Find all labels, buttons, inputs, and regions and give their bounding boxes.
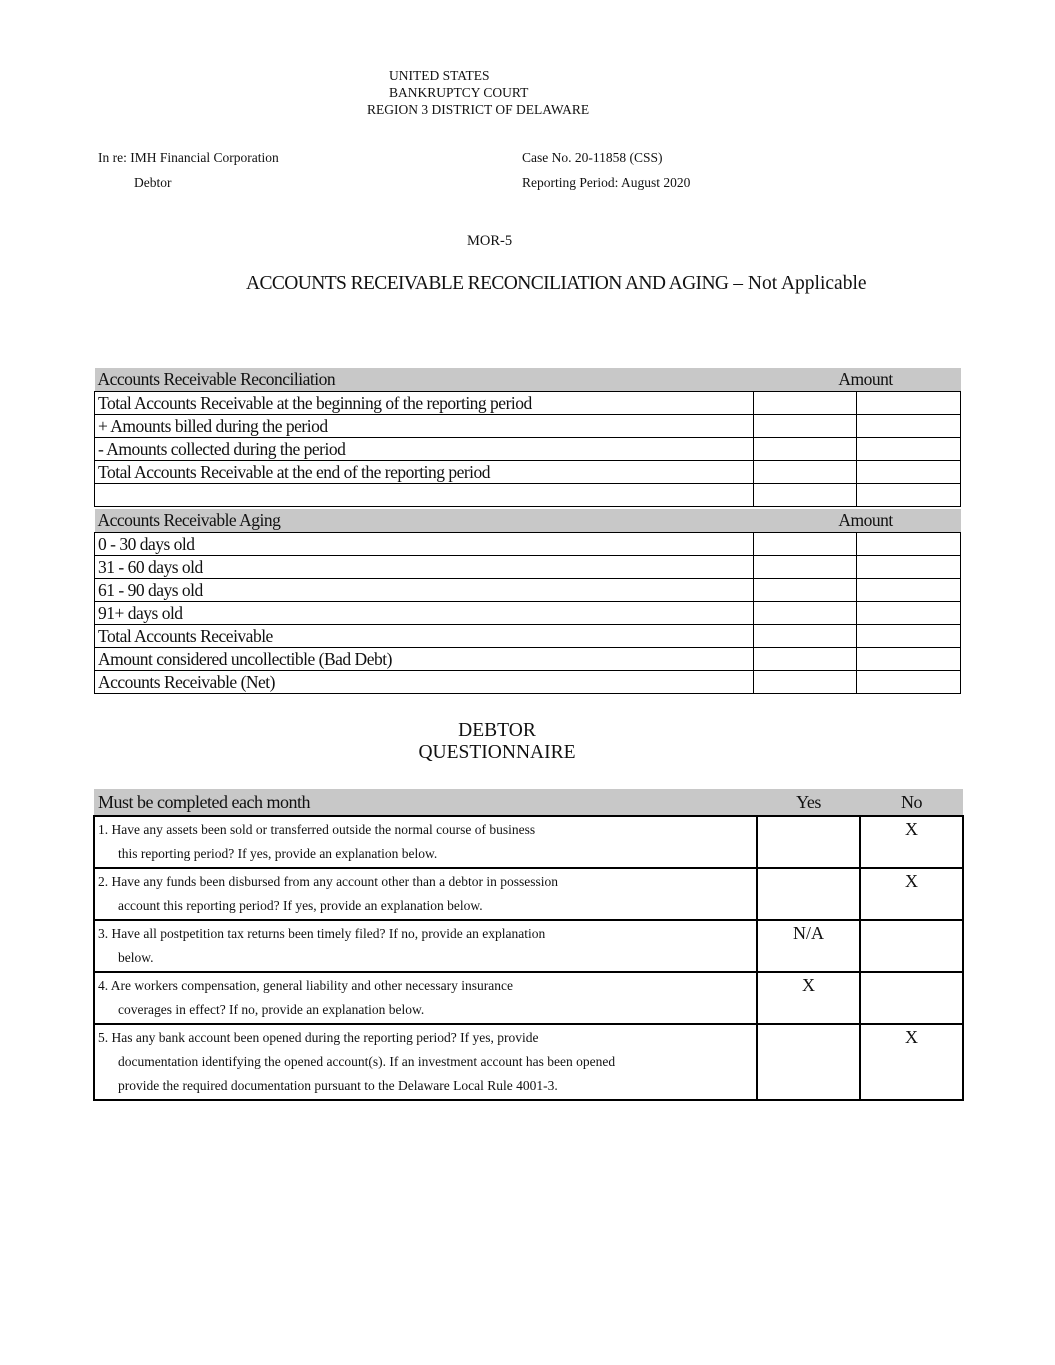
amount-cell <box>754 625 857 648</box>
page-title <box>246 272 886 295</box>
amount-header: Amount <box>754 509 961 533</box>
question-line: this reporting period? If yes, provide an explanation below. <box>118 846 438 861</box>
row-label: 61 - 90 days old <box>95 579 754 602</box>
amount-cell <box>754 484 857 507</box>
row-label: 31 - 60 days old <box>95 556 754 579</box>
page-title-suffix: – Not Applicable <box>728 273 867 294</box>
yes-answer: X <box>757 972 860 1024</box>
table-row <box>95 533 961 556</box>
table-row <box>95 392 961 415</box>
amount-cell <box>857 556 961 579</box>
amount-cell <box>857 533 961 556</box>
table-row <box>95 671 961 694</box>
question-row <box>94 1024 963 1100</box>
no-answer <box>860 920 963 972</box>
row-label: 91+ days old <box>95 602 754 625</box>
row-label: - Amounts collected during the period <box>95 438 754 461</box>
court-line-1: UNITED STATES <box>389 68 490 83</box>
amount-cell <box>857 648 961 671</box>
row-label: + Amounts billed during the period <box>95 415 754 438</box>
amount-cell <box>857 602 961 625</box>
question-line: documentation identifying the opened account(s). If an investment account has been opened <box>118 1054 616 1069</box>
question-row <box>94 816 963 868</box>
no-answer: X <box>860 868 963 920</box>
no-answer <box>860 972 963 1024</box>
table-row <box>95 461 961 484</box>
questionnaire-header: Must be completed each month <box>94 789 757 816</box>
amount-cell <box>857 671 961 694</box>
amount-cell <box>754 392 857 415</box>
reconciliation-header-row <box>95 368 961 392</box>
questionnaire-header-row <box>94 789 963 816</box>
table-row <box>95 602 961 625</box>
table-row <box>95 438 961 461</box>
no-answer: X <box>860 816 963 868</box>
question-line: 2. Have any funds been disbursed from any account other than a debtor in possession <box>98 874 559 889</box>
row-label: Accounts Receivable (Net) <box>95 671 754 694</box>
amount-cell <box>857 461 961 484</box>
court-line-2: BANKRUPTCY COURT <box>389 85 529 100</box>
table-row <box>95 579 961 602</box>
question-line: account this reporting period? If yes, provide an explanation below. <box>118 898 483 913</box>
table-row <box>95 556 961 579</box>
debtor-label: Debtor <box>134 175 172 190</box>
form-id: MOR-5 <box>467 233 513 249</box>
aging-header-row <box>95 509 961 533</box>
reporting-period: Reporting Period: August 2020 <box>522 175 691 190</box>
yes-answer <box>757 816 860 868</box>
amount-cell <box>857 438 961 461</box>
amount-cell <box>754 533 857 556</box>
question-line: provide the required documentation pursuant to the Delaware Local Rule 4001-3. <box>118 1078 558 1093</box>
question-line: 3. Have all postpetition tax returns been timely filed? If no, provide an explanation <box>98 926 546 941</box>
court-heading <box>367 67 590 118</box>
aging-header: Accounts Receivable Aging <box>95 509 754 533</box>
question-text <box>94 868 757 920</box>
reconciliation-header: Accounts Receivable Reconciliation <box>95 368 754 392</box>
questionnaire-title-line-1: DEBTOR <box>458 720 536 741</box>
amount-cell <box>857 392 961 415</box>
court-line-3: REGION 3 DISTRICT OF DELAWARE <box>367 102 590 117</box>
yes-answer <box>757 1024 860 1100</box>
case-number: Case No. 20-11858 (CSS) <box>522 150 663 165</box>
row-label: 0 - 30 days old <box>95 533 754 556</box>
question-line: 4. Are workers compensation, general liability and other necessary insurance <box>98 978 513 993</box>
aging-table <box>94 509 961 694</box>
question-text <box>94 816 757 868</box>
row-label: Total Accounts Receivable at the beginning of the reporting period <box>95 392 754 415</box>
reconciliation-table <box>94 368 961 507</box>
amount-cell <box>857 415 961 438</box>
table-row <box>95 648 961 671</box>
question-line: 1. Have any assets been sold or transferred outside the normal course of business <box>98 822 536 837</box>
amount-header: Amount <box>754 368 961 392</box>
yes-answer: N/A <box>757 920 860 972</box>
question-line: coverages in effect? If no, provide an explanation below. <box>118 1002 425 1017</box>
amount-cell <box>857 484 961 507</box>
question-text <box>94 1024 757 1100</box>
yes-answer <box>757 868 860 920</box>
table-row <box>95 625 961 648</box>
question-line: below. <box>118 950 154 965</box>
question-row <box>94 920 963 972</box>
amount-cell <box>857 579 961 602</box>
questionnaire-title-line-2: QUESTIONNAIRE <box>418 742 576 763</box>
amount-cell <box>754 671 857 694</box>
amount-cell <box>754 579 857 602</box>
yes-header: Yes <box>757 789 860 816</box>
row-label: Total Accounts Receivable at the end of the reporting period <box>95 461 754 484</box>
in-re-caption: In re: IMH Financial Corporation <box>98 150 279 165</box>
question-text <box>94 920 757 972</box>
no-answer: X <box>860 1024 963 1100</box>
amount-cell <box>754 556 857 579</box>
questionnaire-title <box>0 720 994 764</box>
table-row <box>95 484 961 507</box>
question-line: 5. Has any bank account been opened during the reporting period? If yes, provide <box>98 1030 539 1045</box>
no-header: No <box>860 789 963 816</box>
amount-cell <box>754 461 857 484</box>
amount-cell <box>754 438 857 461</box>
amount-cell <box>754 602 857 625</box>
amount-cell <box>754 415 857 438</box>
table-row <box>95 415 961 438</box>
row-label: Amount considered uncollectible (Bad Debt) <box>95 648 754 671</box>
amount-cell <box>754 648 857 671</box>
amount-cell <box>857 625 961 648</box>
questionnaire-table <box>93 789 964 1101</box>
question-text <box>94 972 757 1024</box>
page-title-main: ACCOUNTS RECEIVABLE RECONCILIATION AND AGING <box>246 273 729 294</box>
row-label <box>95 484 754 507</box>
question-row <box>94 972 963 1024</box>
row-label: Total Accounts Receivable <box>95 625 754 648</box>
question-row <box>94 868 963 920</box>
